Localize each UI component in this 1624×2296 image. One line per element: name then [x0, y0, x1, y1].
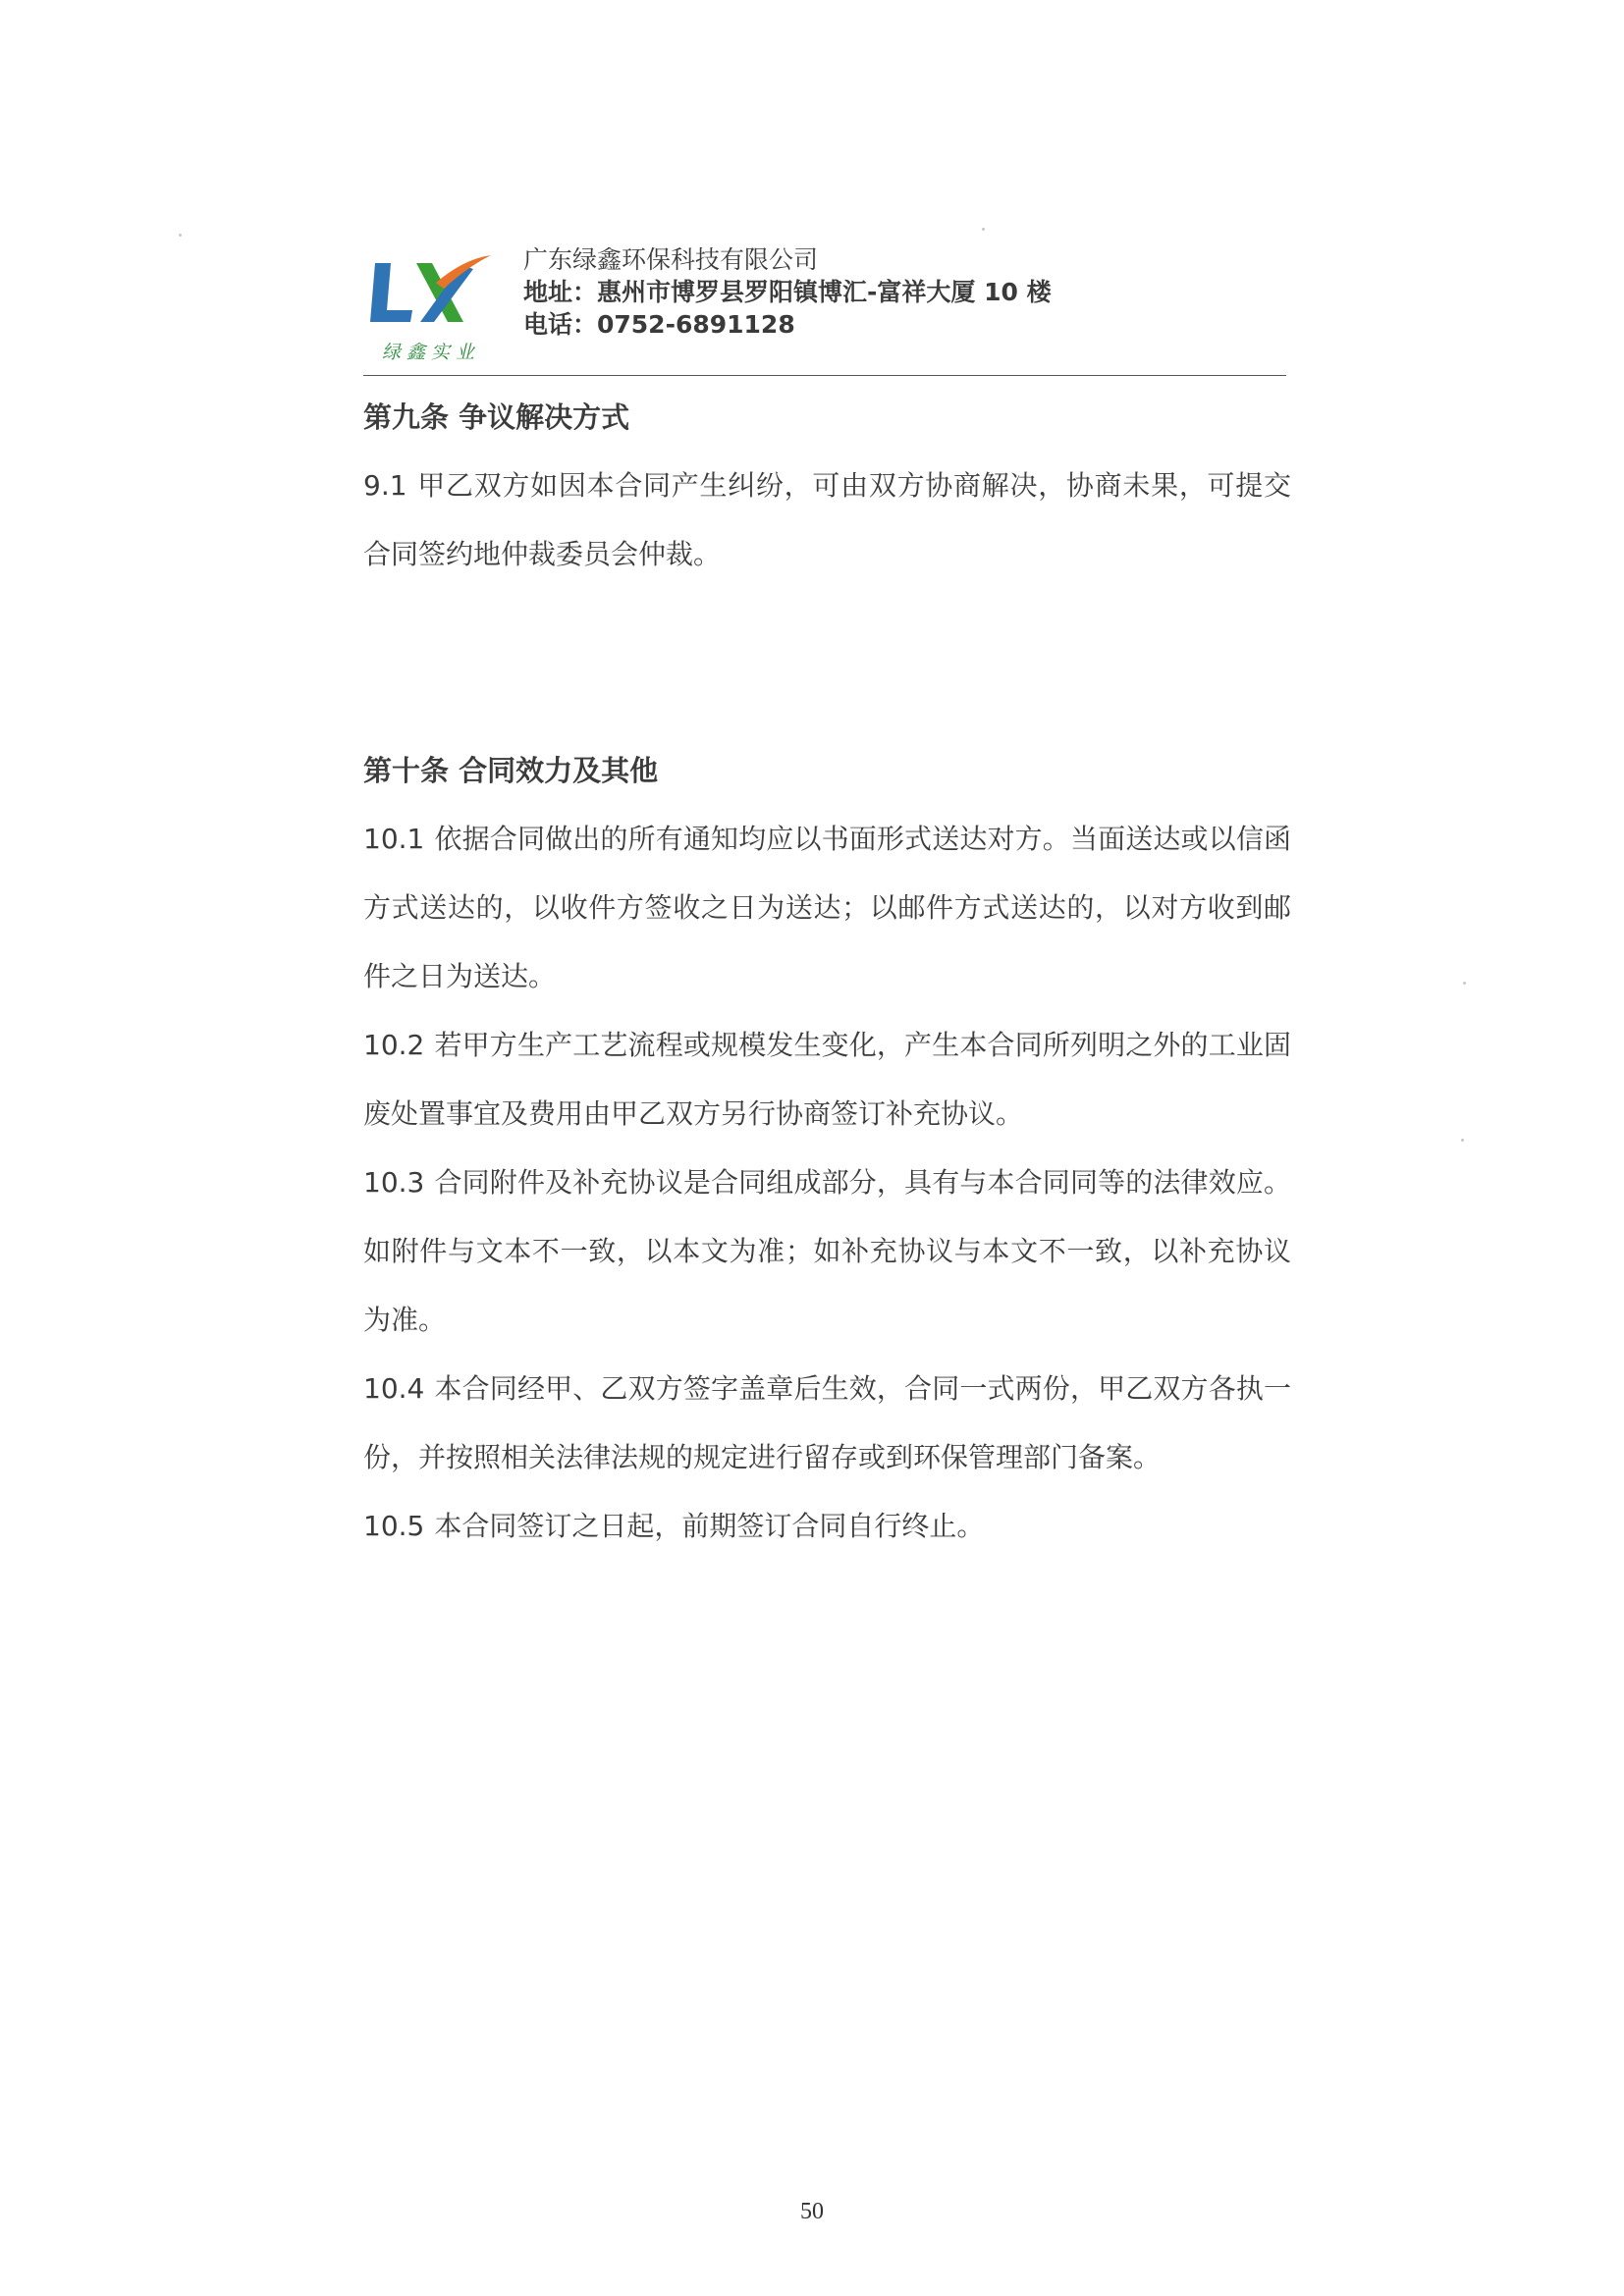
clause-10-4	[363, 1355, 1291, 1492]
clause-9-1	[363, 452, 1291, 589]
clause-number: 10.5	[363, 1510, 425, 1542]
scan-speck	[1463, 982, 1466, 985]
scan-speck	[982, 228, 985, 231]
clause-number: 10.3	[363, 1166, 425, 1199]
article-10-heading: 第十条 合同效力及其他	[363, 754, 659, 787]
clause-number: 10.4	[363, 1372, 425, 1405]
clause-10-2	[363, 1011, 1291, 1148]
logo-subtitle: 绿鑫实业	[381, 342, 480, 363]
scan-speck	[179, 234, 182, 237]
article-9-heading: 第九条 争议解决方式	[363, 400, 630, 434]
clause-text: 依据合同做出的所有通知均应以书面形式送达对方。当面送达或以信函方式送达的，以收件方签收之日为送达；以邮件方式送达的，以对方收到邮件之日为送达。	[363, 823, 1291, 992]
company-name: 广东绿鑫环保科技有限公司	[523, 245, 819, 274]
company-address: 地址：惠州市博罗县罗阳镇博汇-富祥大厦 10 楼	[523, 278, 1052, 306]
company-info	[523, 243, 1052, 341]
clause-text: 本合同经甲、乙双方签字盖章后生效，合同一式两份，甲乙双方各执一份，并按照相关法律法规的规定进行留存或到环保管理部门备案。	[363, 1372, 1291, 1473]
clause-text: 本合同签订之日起，前期签订合同自行终止。	[434, 1510, 985, 1542]
scan-speck	[1461, 1139, 1464, 1142]
company-phone: 电话：0752-6891128	[523, 310, 795, 339]
clause-text: 甲乙双方如因本合同产生纠纷，可由双方协商解决，协商未果，可提交合同签约地仲裁委员会仲裁。	[363, 469, 1291, 570]
clause-10-5	[363, 1492, 1291, 1561]
clause-text: 若甲方生产工艺流程或规模发生变化，产生本合同所列明之外的工业固废处置事宜及费用由甲乙双方另行协商签订补充协议。	[363, 1029, 1291, 1130]
section-spacer	[363, 589, 1291, 736]
document-body	[363, 383, 1291, 1561]
letterhead	[363, 236, 1286, 383]
company-logo	[365, 253, 493, 363]
logo-swoosh	[436, 255, 491, 289]
clause-text: 合同附件及补充协议是合同组成部分，具有与本合同同等的法律效应。如附件与文本不一致，以本文为准；如补充协议与本文不一致，以补充协议为准。	[363, 1166, 1291, 1336]
clause-10-3	[363, 1148, 1291, 1355]
clause-number: 9.1	[363, 469, 407, 502]
clause-number: 10.2	[363, 1029, 425, 1061]
logo-lx-mark	[365, 253, 493, 337]
logo-letter-l	[370, 263, 412, 322]
header-divider	[363, 375, 1286, 376]
page-number: 50	[800, 2199, 824, 2224]
clause-number: 10.1	[363, 823, 425, 855]
clause-10-1	[363, 805, 1291, 1011]
